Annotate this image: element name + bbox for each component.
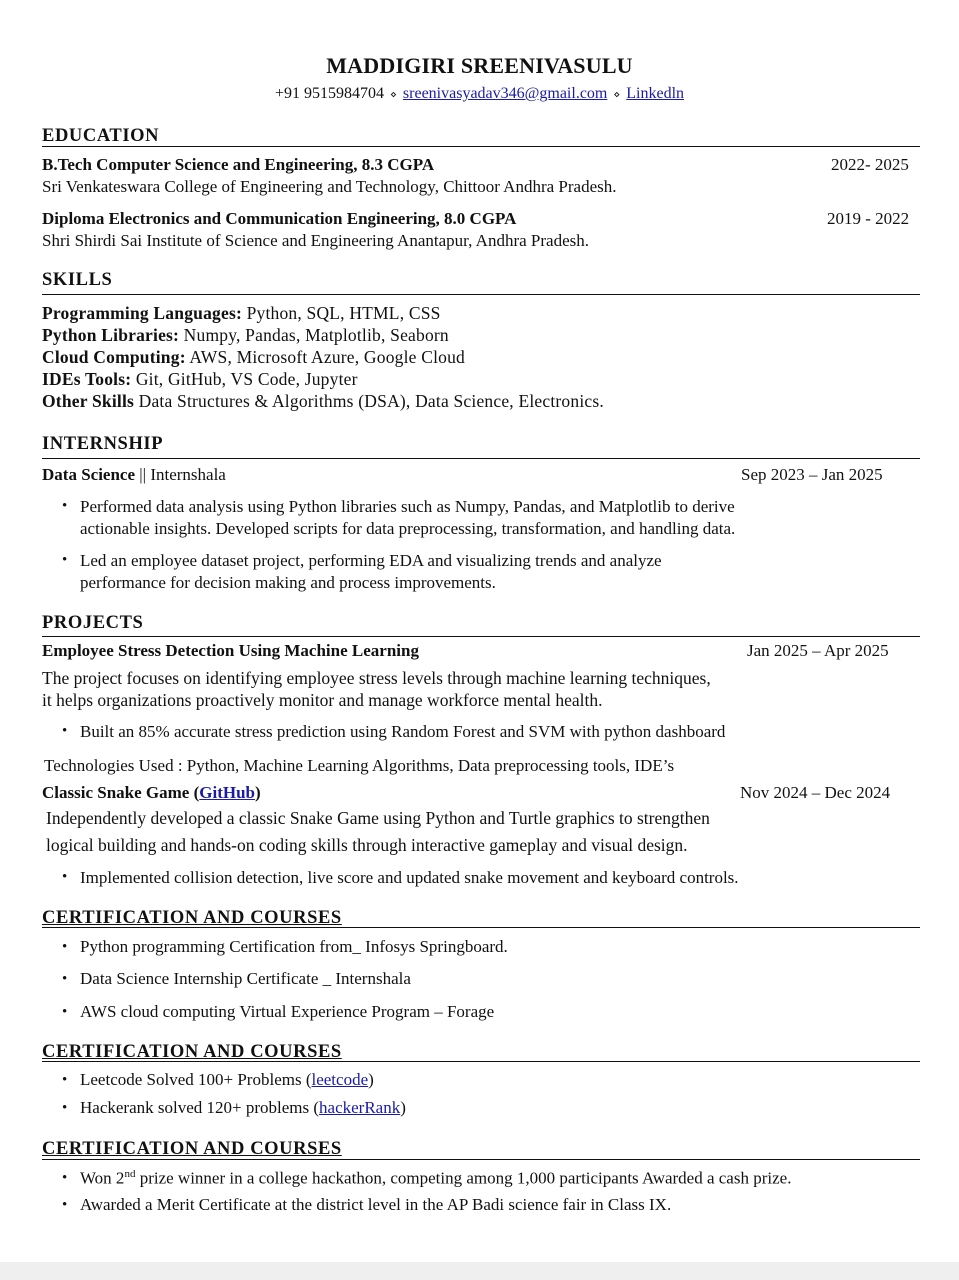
internship-role: Data Science <box>42 465 136 484</box>
skill-row <box>42 303 441 324</box>
certification-heading-3: CERTIFICATION AND COURSES <box>42 1139 342 1159</box>
skill-value: Data Structures & Algorithms (DSA), Data Science, Electronics. <box>138 391 604 411</box>
bullet-icon: • <box>62 1170 68 1186</box>
bullet-icon: • <box>62 1197 68 1213</box>
page-bottom-edge <box>0 1262 959 1280</box>
skills-heading: SKILLS <box>42 270 113 290</box>
internship-bullet-2-line-1: Led an employee dataset project, performing EDA and visualizing trends and analyze <box>80 551 662 570</box>
skill-key: Other Skills <box>42 391 135 411</box>
award-text-rest: prize winner in a college hackathon, competing among 1,000 participants Awarded a cash prize. <box>135 1168 792 1188</box>
section-divider <box>42 458 920 459</box>
internship-company: || Internshala <box>139 465 226 484</box>
education-years-1: 2022- 2025 <box>831 155 909 174</box>
skill-key: Cloud Computing: <box>42 347 186 367</box>
section-divider <box>42 636 920 637</box>
ordinal-suffix: nd <box>124 1168 136 1180</box>
bullet-icon: • <box>62 723 68 739</box>
bullet-icon: • <box>62 939 68 955</box>
project-1-name: Employee Stress Detection Using Machine Learning <box>42 641 419 660</box>
cert-1-item-3: AWS cloud computing Virtual Experience Program – Forage <box>80 1002 495 1021</box>
project-1-dates: Jan 2025 – Apr 2025 <box>747 641 889 660</box>
education-school-1: Sri Venkateswara College of Engineering and Technology, Chittoor Andhra Pradesh. <box>42 177 617 196</box>
project-1-bullet: Built an 85% accurate stress prediction using Random Forest and SVM with python dashboard <box>80 722 726 741</box>
bullet-icon: • <box>62 1100 68 1116</box>
skill-value: Git, GitHub, VS Code, Jupyter <box>135 369 358 389</box>
phone-number: +91 9515984704 <box>274 85 385 102</box>
education-school-2: Shri Shirdi Sai Institute of Science and Engineering Anantapur, Andhra Pradesh. <box>42 231 589 250</box>
skill-row <box>42 391 604 412</box>
project-2-name-line <box>42 783 261 803</box>
leetcode-link[interactable]: leetcode <box>311 1070 369 1089</box>
diamond-separator-icon: ⋄ <box>390 89 397 101</box>
close-paren: ) <box>400 1098 406 1117</box>
bullet-icon: • <box>62 1072 68 1088</box>
hackerrank-link[interactable]: hackerRank <box>319 1098 401 1117</box>
project-2-desc-line-1: Independently developed a classic Snake Game using Python and Turtle graphics to strengthen <box>46 808 710 828</box>
email-link[interactable]: sreenivasyadav346@gmail.com <box>402 85 608 102</box>
project-2-dates: Nov 2024 – Dec 2024 <box>740 783 891 802</box>
education-years-2: 2019 - 2022 <box>827 209 910 228</box>
cert-2-item-2 <box>80 1098 406 1118</box>
project-2-bullet: Implemented collision detection, live score and updated snake movement and keyboard controls. <box>80 868 739 887</box>
cert-1-item-2: Data Science Internship Certificate _ Internshala <box>80 969 411 988</box>
skill-row <box>42 369 358 390</box>
award-text: Won 2 <box>80 1168 125 1188</box>
project-2-name: Classic Snake Game ( <box>42 783 200 802</box>
linkedin-link[interactable]: Linkedln <box>626 85 685 102</box>
bullet-icon: • <box>62 971 68 987</box>
skill-value: Numpy, Pandas, Matplotlib, Seaborn <box>183 325 449 345</box>
internship-bullet-2-line-2: performance for decision making and process improvements. <box>80 573 496 592</box>
skill-key: IDEs Tools: <box>42 369 132 389</box>
github-link[interactable]: GitHub <box>199 783 255 802</box>
internship-bullet-1-line-1: Performed data analysis using Python libraries such as Numpy, Pandas, and Matplotlib to derive <box>80 497 735 516</box>
bullet-icon: • <box>62 1004 68 1020</box>
certification-heading-1: CERTIFICATION AND COURSES <box>42 908 342 928</box>
internship-heading: INTERNSHIP <box>42 434 164 454</box>
skill-value: Python, SQL, HTML, CSS <box>246 303 441 323</box>
education-degree-2: Diploma Electronics and Communication Engineering, 8.0 CGPA <box>42 209 517 228</box>
section-divider <box>42 1159 920 1160</box>
cert-3-item-1 <box>80 1168 791 1189</box>
project-1-desc-line-2: it helps organizations proactively monitor and manage workforce mental health. <box>42 690 603 710</box>
certification-heading-2: CERTIFICATION AND COURSES <box>42 1042 342 1062</box>
leetcode-text: Leetcode Solved 100+ Problems ( <box>80 1070 312 1089</box>
section-divider <box>42 927 920 928</box>
section-divider <box>42 294 920 295</box>
skill-row <box>42 347 465 368</box>
bullet-icon: • <box>62 498 68 514</box>
education-degree-1: B.Tech Computer Science and Engineering, 8.3 CGPA <box>42 155 435 174</box>
project-2-desc-line-2: logical building and hands-on coding skills through interactive gameplay and visual design. <box>46 835 688 855</box>
cert-1-item-1: Python programming Certification from_ Infosys Springboard. <box>80 937 508 956</box>
internship-bullet-1-line-2: actionable insights. Developed scripts for data preprocessing, transformation, and handling data. <box>80 519 736 538</box>
education-heading: EDUCATION <box>42 126 160 146</box>
section-divider <box>42 146 920 147</box>
skill-key: Python Libraries: <box>42 325 180 345</box>
close-paren: ) <box>368 1070 374 1089</box>
project-1-desc-line-1: The project focuses on identifying employee stress levels through machine learning techniques, <box>42 668 711 688</box>
projects-heading: PROJECTS <box>42 613 144 633</box>
hackerrank-text: Hackerank solved 120+ problems ( <box>80 1098 320 1117</box>
bullet-icon: • <box>62 552 68 568</box>
section-divider <box>42 1061 920 1062</box>
project-2-close-paren: ) <box>255 783 261 802</box>
cert-2-item-1 <box>80 1070 374 1090</box>
skill-value: AWS, Microsoft Azure, Google Cloud <box>189 347 465 367</box>
diamond-separator-icon: ⋄ <box>613 89 621 101</box>
contact-line <box>0 85 959 103</box>
internship-dates: Sep 2023 – Jan 2025 <box>741 465 883 484</box>
cert-3-item-2: Awarded a Merit Certificate at the district level in the AP Badi science fair in Class IX. <box>80 1195 672 1214</box>
candidate-name: MADDIGIRI SREENIVASULU <box>326 53 633 78</box>
skill-key: Programming Languages: <box>42 303 242 323</box>
internship-role-line <box>42 465 226 485</box>
project-1-technologies: Technologies Used : Python, Machine Learning Algorithms, Data preprocessing tools, IDE’s <box>44 756 675 775</box>
bullet-icon: • <box>62 869 68 885</box>
skill-row <box>42 325 449 346</box>
